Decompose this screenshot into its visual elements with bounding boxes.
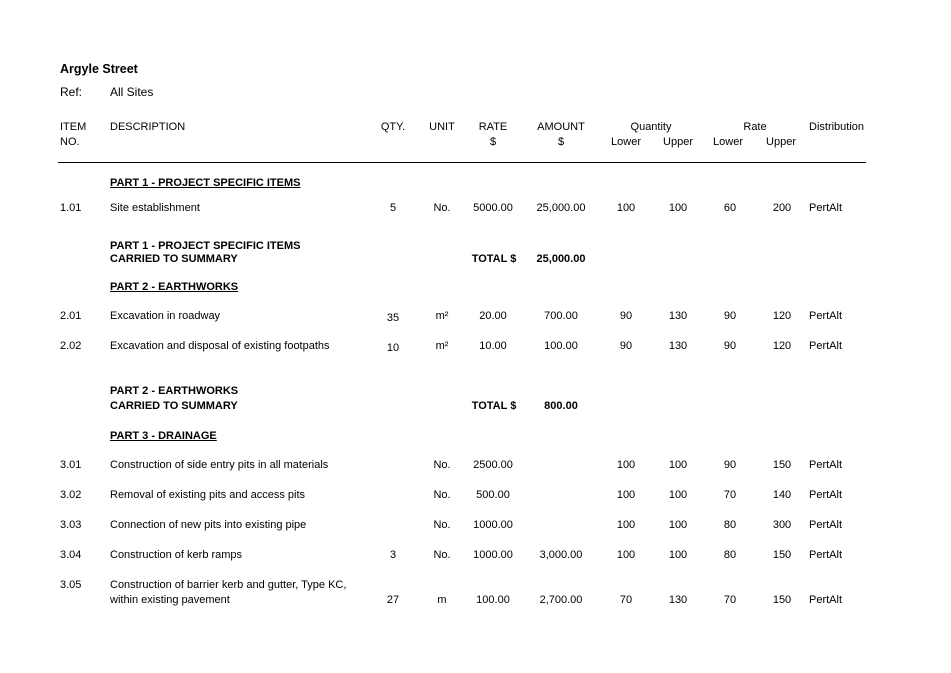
- part-total-value: 25,000.00: [536, 253, 586, 265]
- part-total-title: PART 1 - PROJECT SPECIFIC ITEMS: [110, 240, 301, 252]
- part-total-value: 800.00: [544, 400, 578, 412]
- header-divider: [58, 162, 866, 163]
- item-unit: No.: [433, 489, 451, 501]
- item-description: Construction of side entry pits in all materials: [110, 459, 329, 471]
- item-rate-upper: 150: [772, 549, 792, 561]
- header-quantity-upper: Upper: [663, 136, 693, 148]
- item-qty: 35: [386, 312, 400, 324]
- item-no: 3.03: [60, 519, 82, 531]
- item-rate: 100.00: [476, 594, 510, 606]
- item-rate-lower: 70: [723, 489, 737, 501]
- item-quantity-upper: 100: [668, 459, 688, 471]
- document-title: Argyle Street: [60, 62, 138, 76]
- item-distribution: PertAlt: [809, 489, 843, 501]
- item-distribution: PertAlt: [809, 310, 843, 322]
- item-unit: No.: [433, 202, 451, 214]
- part-heading: PART 3 - DRAINAGE: [110, 430, 217, 442]
- item-rate-lower: 90: [723, 459, 737, 471]
- item-qty: 10: [386, 342, 400, 354]
- item-quantity-lower: 100: [616, 459, 636, 471]
- item-quantity-upper: 130: [668, 310, 688, 322]
- item-qty: 5: [389, 202, 397, 214]
- item-quantity-lower: 90: [619, 310, 633, 322]
- item-quantity-lower: 100: [616, 549, 636, 561]
- item-amount: 3,000.00: [539, 549, 583, 561]
- header-quantity: Quantity: [630, 121, 672, 133]
- item-quantity-upper: 100: [668, 489, 688, 501]
- item-quantity-lower: 70: [619, 594, 633, 606]
- item-rate: 1000.00: [473, 549, 513, 561]
- item-rate-upper: 120: [772, 340, 792, 352]
- item-unit: m: [437, 594, 447, 606]
- header-rate-lower: Lower: [713, 136, 743, 148]
- item-description: Connection of new pits into existing pipe: [110, 519, 307, 531]
- item-rate: 20.00: [479, 310, 507, 322]
- part-total-title: PART 2 - EARTHWORKS: [110, 385, 239, 397]
- item-rate-lower: 80: [723, 519, 737, 531]
- part-total-carried: CARRIED TO SUMMARY: [110, 253, 238, 265]
- header-amount: AMOUNT: [537, 121, 585, 133]
- item-quantity-lower: 100: [616, 489, 636, 501]
- item-rate-upper: 150: [772, 594, 792, 606]
- header-item-no: NO.: [60, 136, 80, 148]
- item-rate-upper: 120: [772, 310, 792, 322]
- item-rate-lower: 90: [723, 310, 737, 322]
- header-rate: RATE: [478, 121, 508, 133]
- item-rate-lower: 70: [723, 594, 737, 606]
- item-no: 3.01: [60, 459, 82, 471]
- header-rate-upper: Upper: [766, 136, 796, 148]
- item-no: 1.01: [60, 202, 82, 214]
- item-description: Excavation and disposal of existing footpaths: [110, 340, 330, 352]
- header-qty: QTY.: [380, 121, 406, 133]
- item-distribution: PertAlt: [809, 594, 843, 606]
- item-rate: 1000.00: [473, 519, 513, 531]
- item-description: Construction of kerb ramps: [110, 549, 243, 561]
- ref-label: Ref:: [60, 85, 83, 99]
- item-description: Site establishment: [110, 202, 200, 214]
- item-distribution: PertAlt: [809, 202, 843, 214]
- item-amount: 100.00: [544, 340, 578, 352]
- header-distribution: Distribution: [809, 121, 865, 133]
- item-no: 3.02: [60, 489, 82, 501]
- item-quantity-upper: 100: [668, 519, 688, 531]
- part-total-label: TOTAL $: [471, 400, 517, 412]
- header-item: ITEM: [60, 121, 87, 133]
- part-total-label: TOTAL $: [471, 253, 517, 265]
- item-quantity-lower: 90: [619, 340, 633, 352]
- item-quantity-upper: 100: [668, 549, 688, 561]
- part-heading: PART 1 - PROJECT SPECIFIC ITEMS: [110, 177, 301, 189]
- item-description: Construction of barrier kerb and gutter, Type KC,: [110, 579, 347, 591]
- item-rate-lower: 90: [723, 340, 737, 352]
- item-rate: 10.00: [479, 340, 507, 352]
- header-quantity-lower: Lower: [611, 136, 641, 148]
- item-rate-upper: 200: [772, 202, 792, 214]
- item-rate-upper: 150: [772, 459, 792, 471]
- item-unit: No.: [433, 519, 451, 531]
- item-unit: No.: [433, 549, 451, 561]
- item-rate: 5000.00: [473, 202, 513, 214]
- item-quantity-upper: 130: [668, 340, 688, 352]
- item-amount: 25,000.00: [536, 202, 586, 214]
- item-quantity-upper: 130: [668, 594, 688, 606]
- header-amount-currency: $: [557, 136, 565, 148]
- item-rate-lower: 80: [723, 549, 737, 561]
- item-quantity-lower: 100: [616, 202, 636, 214]
- header-description: DESCRIPTION: [110, 121, 186, 133]
- item-no: 3.05: [60, 579, 82, 591]
- item-rate: 2500.00: [473, 459, 513, 471]
- item-qty: 27: [386, 594, 400, 606]
- ref-value: All Sites: [110, 85, 154, 99]
- item-qty: 3: [389, 549, 397, 561]
- header-rate-group: Rate: [743, 121, 767, 133]
- item-unit: No.: [433, 459, 451, 471]
- item-rate-upper: 140: [772, 489, 792, 501]
- item-distribution: PertAlt: [809, 549, 843, 561]
- header-rate-currency: $: [489, 136, 497, 148]
- item-rate: 500.00: [476, 489, 510, 501]
- item-unit: m²: [435, 340, 449, 352]
- item-description: Excavation in roadway: [110, 310, 221, 322]
- header-unit: UNIT: [429, 121, 455, 133]
- part-heading: PART 2 - EARTHWORKS: [110, 281, 239, 293]
- item-amount: 2,700.00: [539, 594, 583, 606]
- item-quantity-lower: 100: [616, 519, 636, 531]
- item-unit: m²: [435, 310, 449, 322]
- item-quantity-upper: 100: [668, 202, 688, 214]
- item-no: 2.01: [60, 310, 82, 322]
- item-distribution: PertAlt: [809, 340, 843, 352]
- item-description-continued: within existing pavement: [110, 594, 230, 606]
- part-total-carried: CARRIED TO SUMMARY: [110, 400, 238, 412]
- item-no: 3.04: [60, 549, 82, 561]
- item-distribution: PertAlt: [809, 519, 843, 531]
- item-rate-upper: 300: [772, 519, 792, 531]
- item-no: 2.02: [60, 340, 82, 352]
- item-rate-lower: 60: [723, 202, 737, 214]
- item-distribution: PertAlt: [809, 459, 843, 471]
- item-amount: 700.00: [544, 310, 578, 322]
- item-description: Removal of existing pits and access pits: [110, 489, 306, 501]
